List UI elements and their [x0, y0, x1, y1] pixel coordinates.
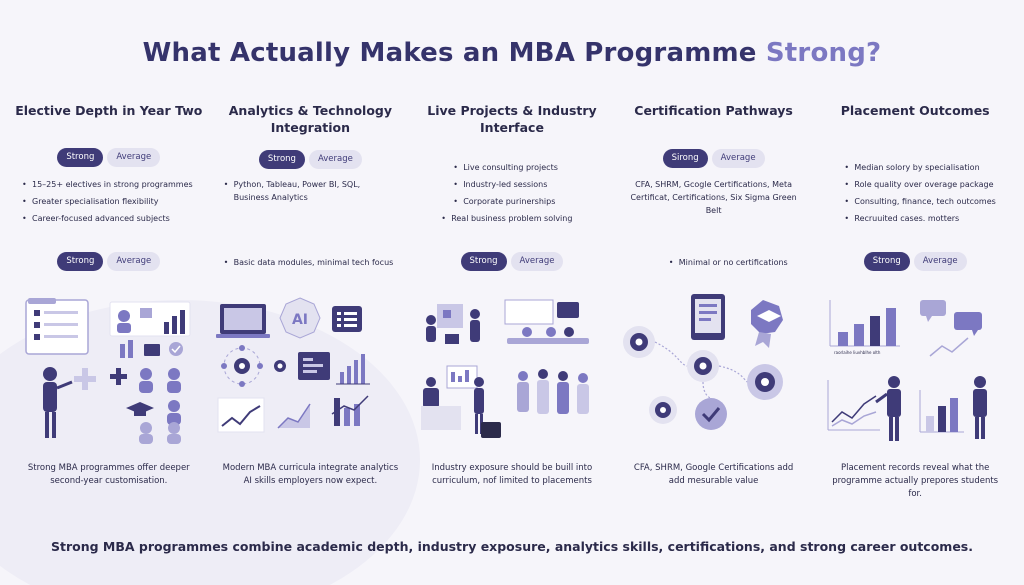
clipboard-checklist-icon: [26, 298, 88, 354]
businessman-icon: [876, 376, 901, 441]
strong-average-toggle: [613, 149, 815, 168]
column-caption: CFA, SHRM, Google Certifications add add mesurable value: [633, 463, 794, 486]
column-title: Live Projects & Industry Interface: [427, 103, 597, 135]
column-placement-outcomes: [814, 98, 1016, 498]
presentation-scene-icon: [421, 366, 501, 438]
strong-bullets: [8, 176, 210, 227]
strong-average-toggle: [210, 150, 412, 169]
average-bullets: [613, 254, 815, 271]
strong-pill: Strong: [57, 252, 103, 271]
column-live-projects: [411, 98, 613, 498]
certification-list: CFA, SHRM, Gcogle Certifications, Meta Certificat, Certifications, Six Sigma Green Belt: [630, 180, 797, 215]
chart-caption-text: raorlaihe liuvhblhe olth: [834, 350, 881, 355]
gear-icon: [274, 360, 286, 372]
bullet: • Role quality over overage package: [844, 176, 1002, 193]
column-caption: Strong MBA programmes offer deeper second-year customisation.: [27, 463, 190, 486]
checkmark-badge-icon: [695, 398, 727, 430]
gear-badge-icon: [623, 326, 655, 358]
team-desk-icon: [505, 300, 589, 344]
bullet: • Greater specialisation flexibility: [22, 193, 196, 210]
trend-up-icon: [218, 398, 264, 432]
strong-pill: Sirong: [663, 149, 708, 168]
ai-label: AI: [291, 312, 308, 328]
bullet: • Consulting, finance, tech outcomes: [844, 193, 1002, 210]
network-gear-icon: [221, 345, 263, 387]
column-title: Elective Depth in Year Two: [15, 103, 203, 118]
bullet: • Live consulting projects: [453, 159, 599, 176]
dashboard-icon: [298, 352, 330, 380]
area-chart-icon: [278, 404, 310, 428]
column-elective-depth: [8, 98, 210, 498]
bullet: • Python, Tableau, Power BI, SQL, Business Analytics: [224, 178, 398, 204]
team-chart-icon: [110, 302, 190, 358]
growth-chart-icon: [332, 396, 368, 426]
presenter-person-icon: [43, 367, 72, 438]
strong-average-toggle: [8, 148, 210, 167]
strong-average-toggle: [411, 252, 613, 271]
strong-bullets: [210, 178, 412, 204]
average-pill: Average: [107, 148, 160, 167]
ai-chip-icon: [280, 298, 320, 338]
bullet: • 15–25+ electives in strong programmes: [22, 176, 196, 193]
strong-bullets: [814, 159, 1016, 227]
strong-pill: Strong: [461, 252, 507, 271]
meeting-scene-icon: [426, 304, 480, 344]
bullet: • Basic data modules, minimal tech focus: [224, 254, 398, 271]
graduation-badge-icon: [751, 300, 783, 348]
strong-pill: Strong: [259, 150, 305, 169]
average-pill: Average: [712, 149, 765, 168]
growth-bars-icon: [920, 390, 964, 432]
column-caption: Placement records reveal what the programme actually prepores students for.: [832, 463, 999, 499]
strong-average-toggle: [8, 252, 210, 271]
bar-chart-icon: [336, 354, 370, 384]
strong-average-toggle: [814, 252, 1016, 271]
bullet: • Median solory by specialisation: [844, 159, 1002, 176]
bullet: • Industry-led sessions: [453, 176, 599, 193]
bullet: • Corporate purinerships: [453, 193, 599, 210]
certification-illustration: [619, 294, 809, 444]
analytics-illustration: [216, 294, 406, 444]
elective-illustration: [14, 294, 204, 444]
woman-presenter-icon: [973, 376, 987, 439]
chat-list-icon: [332, 306, 362, 332]
strong-bullets: [411, 159, 613, 227]
page-title: [0, 38, 1024, 68]
average-pill: Average: [107, 252, 160, 271]
average-pill: Average: [914, 252, 967, 271]
gear-badge-icon: [687, 350, 719, 382]
title-main: What Actually Makes an MBA Programme: [142, 38, 757, 68]
plus-icon: [110, 368, 127, 385]
trend-line-icon: [930, 338, 968, 356]
column-caption: Modern MBA curricula integrate analytics AI skills employers now expect.: [222, 463, 399, 486]
bullet: • Real business problem solving: [441, 210, 599, 227]
gear-badge-icon: [747, 364, 783, 400]
tablet-certificate-icon: [691, 294, 725, 340]
bullet: • Career-focused advanced subjects: [22, 210, 196, 227]
line-chart-icon: [828, 380, 880, 430]
average-bullets: [210, 254, 412, 271]
strong-pill: Strong: [864, 252, 910, 271]
live-projects-illustration: [417, 294, 607, 444]
chat-bubble-icon: [954, 312, 982, 336]
laptop-icon: [216, 304, 270, 338]
column-analytics-technology: [210, 98, 412, 498]
footer-summary: Strong MBA programmes combine academic depth, industry exposure, analytics skills, certifications, and strong career outcomes.: [50, 539, 973, 554]
professionals-group-icon: [517, 369, 589, 414]
strong-pill: Strong: [57, 148, 103, 167]
graduates-group-icon: [126, 368, 181, 444]
title-accent: Strong?: [765, 38, 882, 68]
column-title: Placement Outcomes: [840, 103, 990, 118]
bullet: • Recruuited cases. motters: [844, 210, 1002, 227]
briefcase-icon: [481, 422, 501, 438]
columns: [8, 98, 1016, 498]
bullet: • Minimal or no certifications: [669, 254, 801, 271]
chat-bubble-icon: [920, 300, 946, 322]
average-pill: Average: [309, 150, 362, 169]
column-title: Analytics & Technology Integration: [228, 103, 393, 135]
average-pill: Average: [511, 252, 564, 271]
column-certification-pathways: [613, 98, 815, 498]
placement-illustration: [820, 294, 1010, 444]
column-title: Certification Pathways: [634, 103, 793, 118]
gear-badge-icon: [649, 396, 677, 424]
plus-icon: [74, 368, 96, 390]
bar-chart-icon: [830, 300, 900, 355]
column-caption: Industry exposure should be buill into curriculum, nof limited to placements: [431, 463, 593, 486]
